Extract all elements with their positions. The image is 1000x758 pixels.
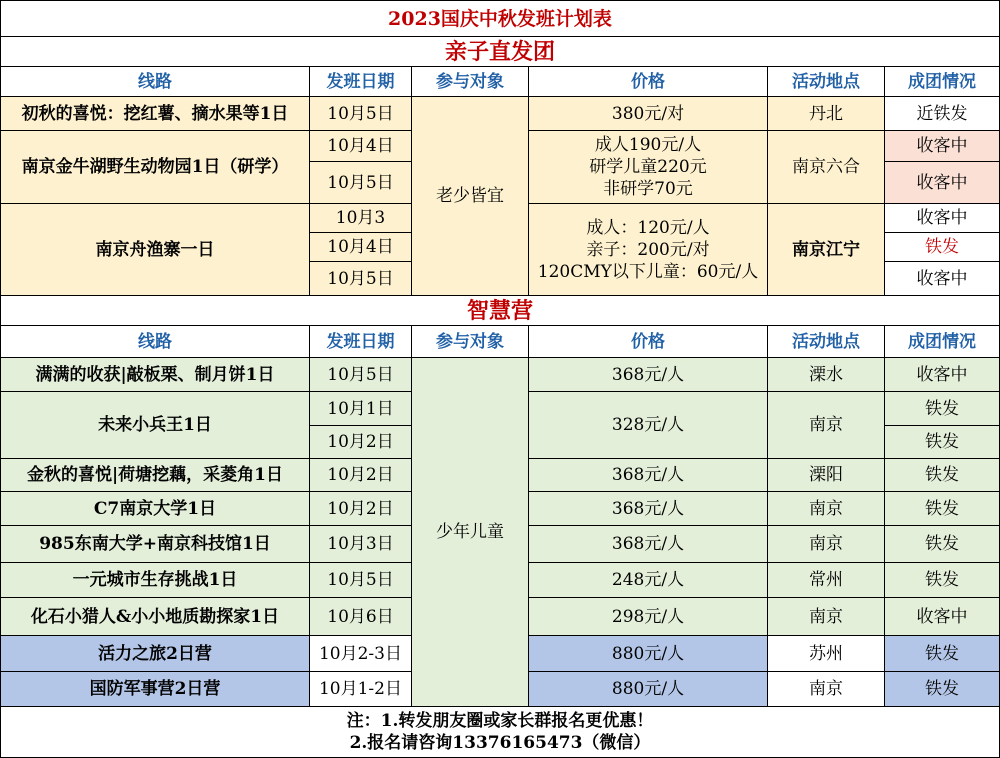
col-header-audience: 参与对象 [411,66,529,97]
col-header-route: 线路 [0,66,310,97]
place-cell: 南京六合 [767,130,885,204]
status-cell: 铁发 [884,458,1000,492]
date-cell: 10月3 [309,203,412,233]
date-cell: 10月5日 [309,562,412,598]
date-cell: 10月2日 [309,491,412,526]
section-title-camp: 智慧营 [0,295,1000,326]
status-cell: 收客中 [884,261,1000,296]
place-cell: 溧水 [767,357,885,392]
col-header-status: 成团情况 [884,325,1000,358]
place-cell: 南京 [767,597,885,636]
route-cell: 985东南大学+南京科技馆1日 [0,525,310,563]
route-cell: 南京舟渔寨一日 [0,203,310,296]
route-cell: 化石小猎人&小小地质勘探家1日 [0,597,310,636]
date-cell: 10月1-2日 [309,671,412,707]
col-header-status: 成团情况 [884,66,1000,97]
price-cell: 368元/人 [528,525,768,563]
status-cell: 铁发 [884,232,1000,262]
col-header-price: 价格 [528,66,768,97]
col-header-place: 活动地点 [767,66,885,97]
place-cell: 南京 [767,391,885,459]
route-cell: 金秋的喜悦|荷塘挖藕，采菱角1日 [0,458,310,492]
status-cell: 收客中 [884,130,1000,162]
date-cell: 10月2日 [309,425,412,459]
route-cell: 国防军事营2日营 [0,671,310,707]
col-header-date: 发班日期 [309,66,412,97]
date-cell: 10月2-3日 [309,635,412,672]
route-cell: 南京金牛湖野生动物园1日（研学） [0,130,310,204]
date-cell: 10月5日 [309,261,412,296]
col-header-route: 线路 [0,325,310,358]
status-cell: 近铁发 [884,96,1000,131]
date-cell: 10月4日 [309,130,412,162]
route-cell: 未来小兵王1日 [0,391,310,459]
status-cell: 铁发 [884,525,1000,563]
col-header-date: 发班日期 [309,325,412,358]
price-cell: 298元/人 [528,597,768,636]
place-cell: 溧阳 [767,458,885,492]
place-cell: 苏州 [767,635,885,672]
status-cell: 铁发 [884,671,1000,707]
route-cell: 活力之旅2日营 [0,635,310,672]
status-cell: 铁发 [884,425,1000,459]
route-cell: C7南京大学1日 [0,491,310,526]
status-cell: 收客中 [884,161,1000,204]
place-cell: 南京 [767,671,885,707]
route-cell: 一元城市生存挑战1日 [0,562,310,598]
notes-block [0,706,1000,758]
date-cell: 10月2日 [309,458,412,492]
date-cell: 10月5日 [309,161,412,204]
price-cell: 368元/人 [528,458,768,492]
price-cell: 328元/人 [528,391,768,459]
col-header-place: 活动地点 [767,325,885,358]
route-cell: 满满的收获|敲板栗、制月饼1日 [0,357,310,392]
date-cell: 10月1日 [309,391,412,426]
price-cell: 成人190元/人 研学儿童220元 非研学70元 [528,130,768,204]
status-cell: 铁发 [884,635,1000,672]
place-cell: 南京 [767,491,885,526]
audience-cell: 老少皆宜 [411,96,529,296]
place-cell: 南京 [767,525,885,563]
audience-cell: 少年儿童 [411,357,529,707]
col-header-audience: 参与对象 [411,325,529,358]
status-cell: 收客中 [884,597,1000,636]
price-cell: 368元/人 [528,357,768,392]
status-cell: 收客中 [884,357,1000,392]
date-cell: 10月5日 [309,357,412,392]
place-cell: 丹北 [767,96,885,131]
page-title: 2023国庆中秋发班计划表 [0,0,1000,37]
price-cell: 368元/人 [528,491,768,526]
note-line-2: 2.报名请咨询13376165473（微信） [349,733,651,753]
price-cell: 248元/人 [528,562,768,598]
price-cell: 成人：120元/人 亲子：200元/对 120CMY以下儿童：60元/人 [528,203,768,296]
place-cell: 常州 [767,562,885,598]
note-line-1: 注：1.转发朋友圈或家长群报名更优惠！ [346,711,654,731]
date-cell: 10月5日 [309,96,412,131]
date-cell: 10月4日 [309,232,412,262]
place-cell: 南京江宁 [767,203,885,296]
route-cell: 初秋的喜悦：挖红薯、摘水果等1日 [0,96,310,131]
price-cell: 880元/人 [528,671,768,707]
price-cell: 880元/人 [528,635,768,672]
status-cell: 铁发 [884,491,1000,526]
col-header-price: 价格 [528,325,768,358]
date-cell: 10月3日 [309,525,412,563]
price-cell: 380元/对 [528,96,768,131]
status-cell: 收客中 [884,203,1000,233]
date-cell: 10月6日 [309,597,412,636]
status-cell: 铁发 [884,562,1000,598]
status-cell: 铁发 [884,391,1000,426]
section-title-family: 亲子直发团 [0,36,1000,67]
